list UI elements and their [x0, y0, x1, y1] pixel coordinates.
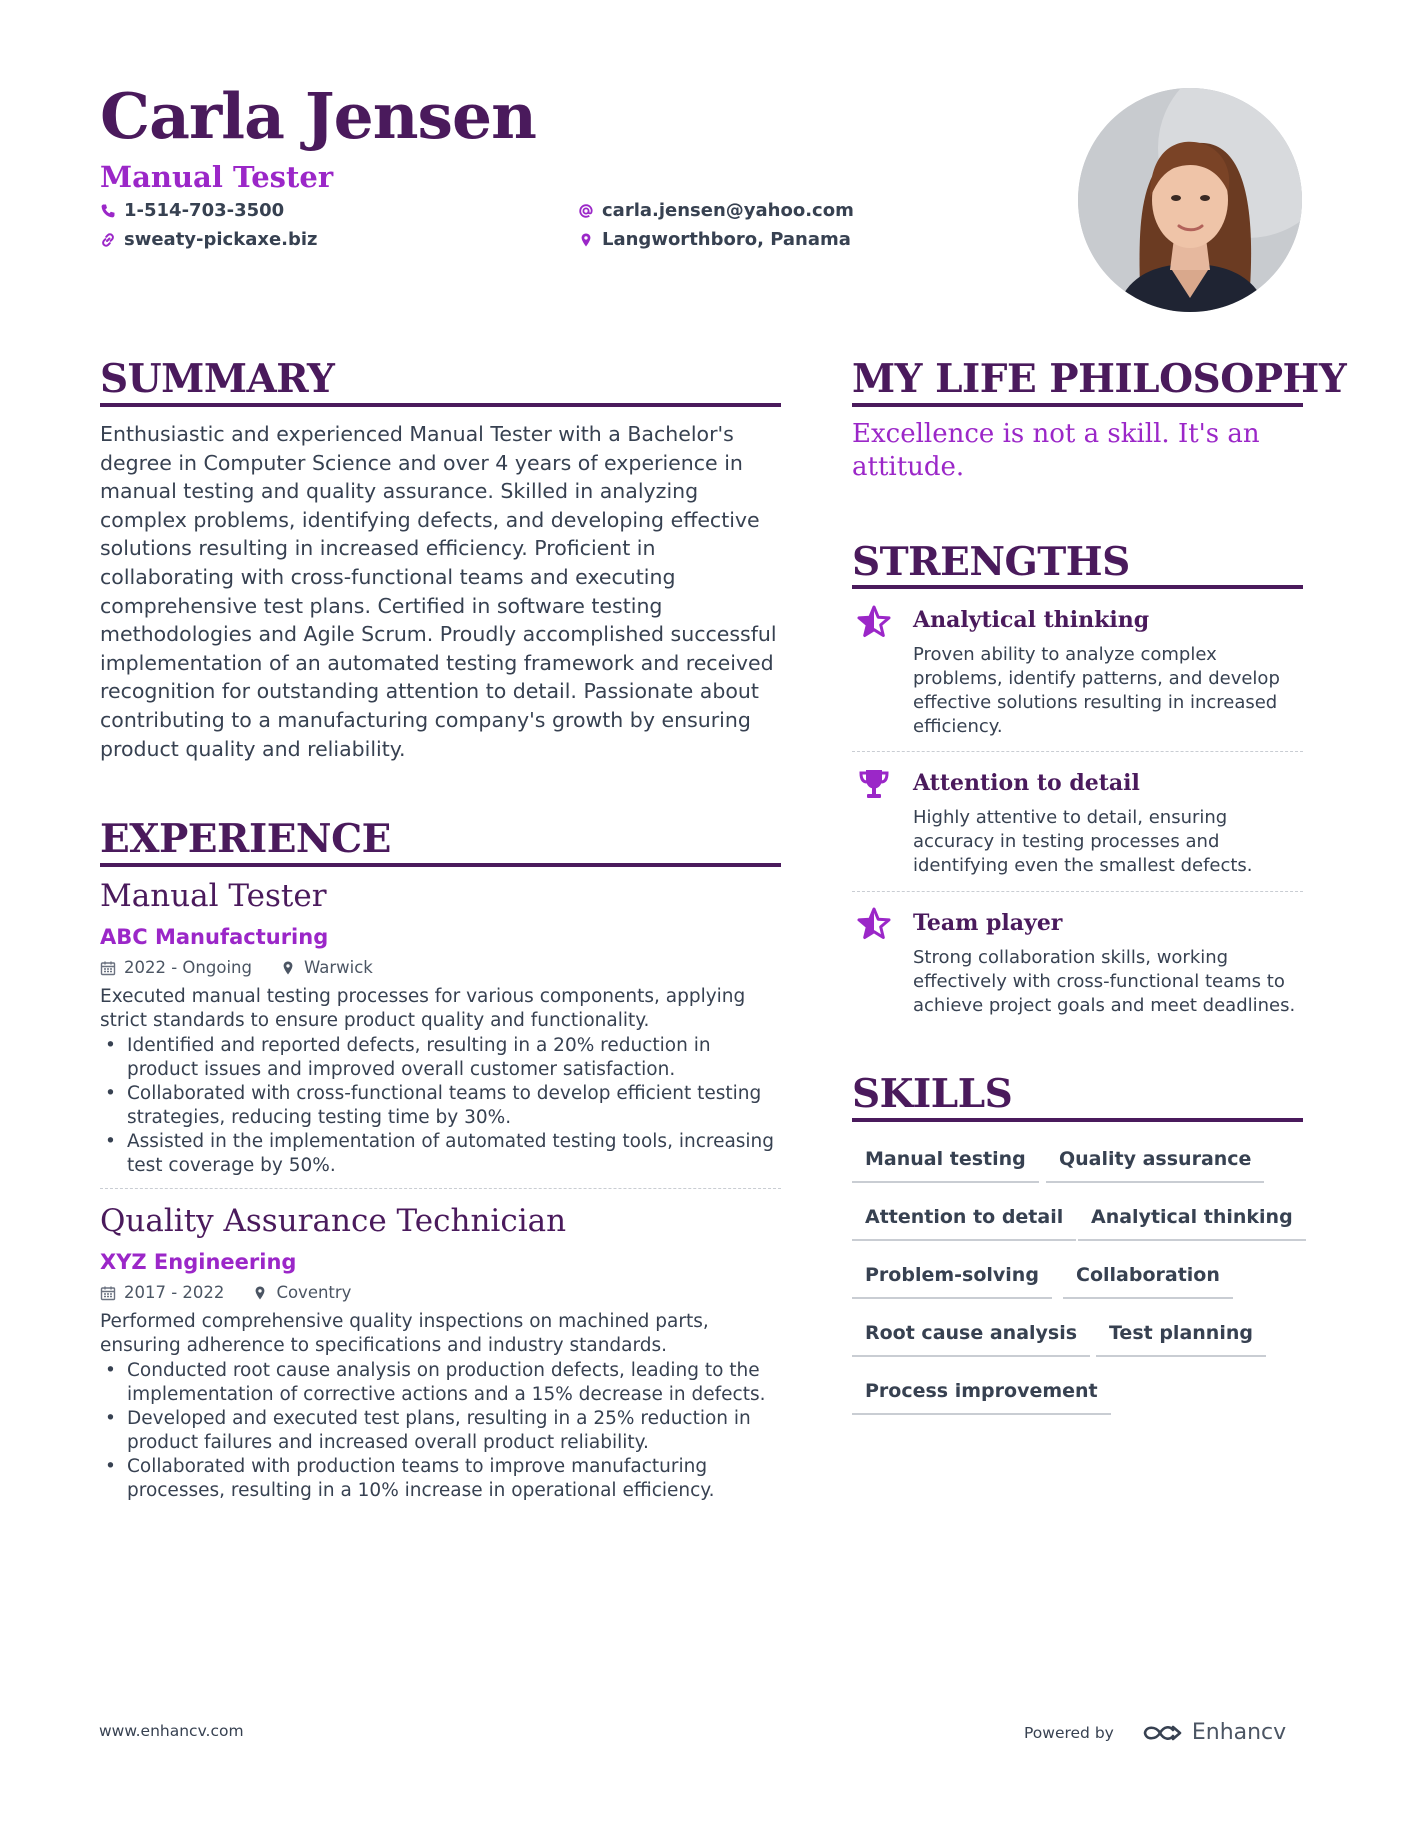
- footer-branding[interactable]: [1024, 1720, 1286, 1745]
- strengths-divider: [852, 585, 1303, 589]
- achievement-item: • Collaborated with production teams to improve manufacturing processes, resulting in a 10% increase in operational efficiency.: [100, 1455, 780, 1503]
- calendar-icon: [100, 1285, 116, 1301]
- job-achievements: [100, 1034, 780, 1178]
- contact-location: [578, 229, 851, 250]
- job-dates: 2017 - 2022: [124, 1283, 225, 1302]
- strength-separator: [852, 751, 1303, 752]
- location-pin-icon: [280, 960, 296, 976]
- phone-text: 1-514-703-3500: [124, 200, 285, 221]
- calendar-icon: [100, 960, 116, 976]
- achievement-item: • Collaborated with cross-functional teams to develop efficient testing strategies, reducing testing time by 30%.: [100, 1082, 780, 1130]
- skill-tag: Collaboration: [1063, 1264, 1233, 1299]
- job-title: Manual Tester: [100, 878, 327, 914]
- strength-description: Strong collaboration skills, working effectively with cross-functional teams to achieve project goals and meet deadlines.: [913, 947, 1296, 1016]
- candidate-title: Manual Tester: [100, 160, 334, 194]
- job-description: Executed manual testing processes for various components, applying strict standards to ensure product quality and functionality.: [100, 986, 746, 1031]
- summary-heading: SUMMARY: [100, 356, 335, 402]
- footer-website[interactable]: www.enhancv.com: [99, 1722, 244, 1740]
- achievement-item: • Conducted root cause analysis on production defects, leading to the implementation of corrective actions and a 15% decrease in defects.: [100, 1359, 780, 1407]
- strength-separator: [852, 891, 1303, 892]
- job-location: Warwick: [303, 958, 373, 977]
- brand-logo: [1140, 1720, 1286, 1745]
- location-pin-icon: [578, 232, 594, 248]
- star-icon: [856, 906, 892, 942]
- strength-description: Proven ability to analyze complex problems, identify patterns, and develop effective solutions resulting in increased efficiency.: [913, 644, 1280, 737]
- strength-title: Team player: [913, 910, 1063, 936]
- achievement-item: • Identified and reported defects, resulting in a 20% reduction in product issues and improved overall customer satisfaction.: [100, 1034, 780, 1082]
- skill-tag: Root cause analysis: [852, 1322, 1090, 1357]
- trophy-icon: [856, 767, 892, 803]
- contact-website[interactable]: [100, 229, 318, 250]
- website-text: sweaty-pickaxe.biz: [124, 229, 318, 250]
- skill-tag: Analytical thinking: [1078, 1206, 1306, 1241]
- skill-tag: Process improvement: [852, 1380, 1111, 1415]
- strength-title: Analytical thinking: [913, 607, 1150, 633]
- summary-divider: [100, 403, 781, 407]
- job-meta: [100, 1283, 351, 1302]
- skill-tag: Problem-solving: [852, 1264, 1052, 1299]
- achievement-item: • Developed and executed test plans, resulting in a 25% reduction in product failures and increased overall product reliability.: [100, 1407, 780, 1455]
- job-meta: [100, 958, 373, 977]
- strength-description: Highly attentive to detail, ensuring accuracy in testing processes and identifying even the smallest defects.: [913, 807, 1253, 876]
- profile-photo: [1078, 88, 1302, 312]
- philosophy-quote: Excellence is not a skill. It's an attitude.: [852, 419, 1260, 482]
- experience-heading: EXPERIENCE: [100, 816, 391, 862]
- brand-name: Enhancv: [1191, 1720, 1287, 1745]
- contact-email[interactable]: [578, 200, 854, 221]
- achievement-item: • Assisted in the implementation of automated testing tools, increasing test coverage by 50%.: [100, 1130, 780, 1178]
- job-separator: [100, 1188, 781, 1189]
- philosophy-divider: [852, 403, 1303, 407]
- job-achievements: [100, 1359, 780, 1503]
- location-text: Langworthboro, Panama: [602, 229, 851, 250]
- strength-title: Attention to detail: [913, 770, 1140, 796]
- skills-divider: [852, 1118, 1303, 1122]
- phone-icon: [100, 203, 116, 219]
- at-icon: [578, 203, 594, 219]
- job-dates: 2022 - Ongoing: [124, 958, 252, 977]
- skills-heading: SKILLS: [852, 1071, 1013, 1117]
- skill-tag: Test planning: [1096, 1322, 1266, 1357]
- job-company: XYZ Engineering: [100, 1250, 297, 1274]
- strengths-heading: STRENGTHS: [852, 539, 1130, 585]
- summary-text: Enthusiastic and experienced Manual Tester with a Bachelor's degree in Computer Science and over 4 years of experience in manual testing and quality assurance. Skilled in analyzing complex problems, identifying defects, and developing effective solutions resulting in increased efficiency. Proficient in collaborating with cross-functional teams and executing comprehensive test plans. Certified in software testing methodologies and Agile Scrum. Proudly accomplished successful implementation of an automated testing framework and received recognition for outstanding attention to detail. Passionate about contributing to a manufacturing company's growth by ensuring product quality and reliability.: [100, 422, 777, 761]
- candidate-name: Carla Jensen: [100, 79, 536, 153]
- job-title: Quality Assurance Technician: [100, 1203, 567, 1239]
- star-icon: [856, 604, 892, 640]
- skill-tag: Manual testing: [852, 1148, 1039, 1183]
- job-location: Coventry: [276, 1283, 352, 1302]
- job-company: ABC Manufacturing: [100, 925, 329, 949]
- powered-by-text: Powered by: [1024, 1723, 1114, 1742]
- philosophy-heading: MY LIFE PHILOSOPHY: [852, 356, 1347, 402]
- skill-tag: Quality assurance: [1046, 1148, 1264, 1183]
- location-pin-icon: [252, 1285, 268, 1301]
- job-description: Performed comprehensive quality inspections on machined parts, ensuring adherence to specifications and industry standards.: [100, 1311, 709, 1356]
- email-text: carla.jensen@yahoo.com: [602, 200, 854, 221]
- experience-divider: [100, 863, 781, 867]
- contact-phone: [100, 200, 284, 221]
- link-icon: [100, 232, 116, 248]
- enhancv-logo-icon: [1140, 1721, 1184, 1745]
- skill-tag: Attention to detail: [852, 1206, 1076, 1241]
